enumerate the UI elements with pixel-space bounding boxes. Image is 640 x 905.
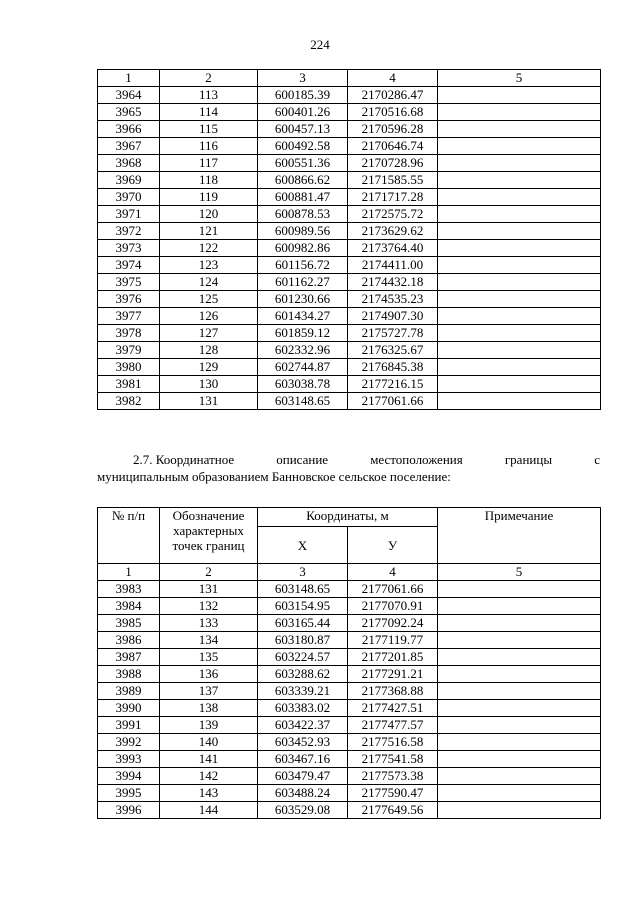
table-row xyxy=(98,683,601,700)
table-cell: 128 xyxy=(160,342,258,359)
table-cell: 603148.65 xyxy=(258,581,348,598)
table-cell: 116 xyxy=(160,138,258,155)
table-cell: 2174432.18 xyxy=(348,274,438,291)
table-cell: 600185.39 xyxy=(258,87,348,104)
table-cell: 603529.08 xyxy=(258,802,348,819)
table-cell: 2175727.78 xyxy=(348,325,438,342)
table-cell xyxy=(438,683,601,700)
table-cell: 140 xyxy=(160,734,258,751)
table-cell: 130 xyxy=(160,376,258,393)
table-cell: 136 xyxy=(160,666,258,683)
table-cell xyxy=(438,581,601,598)
table-cell: 3982 xyxy=(98,393,160,410)
header-y: У xyxy=(348,527,438,564)
table-row xyxy=(98,598,601,615)
table-cell: 601230.66 xyxy=(258,291,348,308)
table-row xyxy=(98,240,601,257)
table-cell: 3964 xyxy=(98,87,160,104)
table-cell: 601162.27 xyxy=(258,274,348,291)
table-cell: 139 xyxy=(160,717,258,734)
table-cell: 3969 xyxy=(98,172,160,189)
table-cell: 2177061.66 xyxy=(348,393,438,410)
table-cell: 2174535.23 xyxy=(348,291,438,308)
coordinates-table xyxy=(97,507,601,819)
table-cell: 600457.13 xyxy=(258,121,348,138)
table-row xyxy=(98,257,601,274)
table-cell: 2177201.85 xyxy=(348,649,438,666)
table-cell xyxy=(438,155,601,172)
table-cell xyxy=(438,700,601,717)
table-cell: 2170286.47 xyxy=(348,87,438,104)
table-row xyxy=(98,751,601,768)
table-cell: 2177368.88 xyxy=(348,683,438,700)
table-cell: 2171717.28 xyxy=(348,189,438,206)
header-num: № п/п xyxy=(98,508,160,564)
table-cell xyxy=(438,649,601,666)
table-row xyxy=(98,172,601,189)
col-num-1: 1 xyxy=(98,70,160,87)
header-designation: Обозначение характерных точек границ xyxy=(160,508,258,564)
table-cell xyxy=(438,666,601,683)
table-cell: 600866.62 xyxy=(258,172,348,189)
table-cell: 600401.26 xyxy=(258,104,348,121)
table-cell: 3978 xyxy=(98,325,160,342)
table-cell xyxy=(438,359,601,376)
table-cell xyxy=(438,325,601,342)
table-cell: 138 xyxy=(160,700,258,717)
table-cell: 3967 xyxy=(98,138,160,155)
table-cell: 3993 xyxy=(98,751,160,768)
table-cell: 603422.37 xyxy=(258,717,348,734)
col-num-3: 3 xyxy=(258,564,348,581)
table-cell: 3985 xyxy=(98,615,160,632)
table-cell xyxy=(438,308,601,325)
table-cell xyxy=(438,206,601,223)
table-cell: 602744.87 xyxy=(258,359,348,376)
table-cell: 603383.02 xyxy=(258,700,348,717)
table-cell: 600492.58 xyxy=(258,138,348,155)
table-cell: 2170516.68 xyxy=(348,104,438,121)
table-cell: 126 xyxy=(160,308,258,325)
page-number: 224 xyxy=(310,37,330,52)
table-cell: 600982.86 xyxy=(258,240,348,257)
table-row xyxy=(98,87,601,104)
col-num-4: 4 xyxy=(348,70,438,87)
table-row xyxy=(98,649,601,666)
header-note: Примечание xyxy=(438,508,601,564)
table-cell: 2176325.67 xyxy=(348,342,438,359)
table-cell xyxy=(438,734,601,751)
table-row xyxy=(98,734,601,751)
table-cell: 2177541.58 xyxy=(348,751,438,768)
table-cell: 3974 xyxy=(98,257,160,274)
table-row xyxy=(98,308,601,325)
table-cell: 3976 xyxy=(98,291,160,308)
table-cell xyxy=(438,393,601,410)
table-cell: 135 xyxy=(160,649,258,666)
section-heading xyxy=(97,451,600,485)
table-cell: 3980 xyxy=(98,359,160,376)
table-cell: 603452.93 xyxy=(258,734,348,751)
heading-word: с xyxy=(594,452,600,467)
table-cell: 2177061.66 xyxy=(348,581,438,598)
table-cell: 2177092.24 xyxy=(348,615,438,632)
table-cell: 2177291.21 xyxy=(348,666,438,683)
table-row xyxy=(98,359,601,376)
table-cell: 603180.87 xyxy=(258,632,348,649)
table-cell xyxy=(438,717,601,734)
heading-line-2: муниципальным образованием Банновское сельское поселение: xyxy=(97,469,451,484)
table-cell: 133 xyxy=(160,615,258,632)
table-cell: 3991 xyxy=(98,717,160,734)
table-cell: 3975 xyxy=(98,274,160,291)
col-num-5: 5 xyxy=(438,70,601,87)
table-cell xyxy=(438,342,601,359)
table-row xyxy=(98,138,601,155)
table-cell: 601859.12 xyxy=(258,325,348,342)
heading-word: местоположения xyxy=(370,452,463,467)
table-row xyxy=(98,155,601,172)
table-cell: 2177477.57 xyxy=(348,717,438,734)
table-cell: 3986 xyxy=(98,632,160,649)
table-cell xyxy=(438,223,601,240)
table-row xyxy=(98,717,601,734)
table-cell: 2177649.56 xyxy=(348,802,438,819)
table-cell xyxy=(438,189,601,206)
table-cell: 603488.24 xyxy=(258,785,348,802)
table-cell: 2177216.15 xyxy=(348,376,438,393)
table-row xyxy=(98,581,601,598)
table-row xyxy=(98,666,601,683)
table-cell: 125 xyxy=(160,291,258,308)
table-cell: 114 xyxy=(160,104,258,121)
table-cell: 2176845.38 xyxy=(348,359,438,376)
table-cell: 132 xyxy=(160,598,258,615)
table-cell xyxy=(438,768,601,785)
header-coordinates: Координаты, м xyxy=(258,508,438,527)
table-cell: 603288.62 xyxy=(258,666,348,683)
table-cell: 117 xyxy=(160,155,258,172)
table-cell xyxy=(438,785,601,802)
table-row xyxy=(98,785,601,802)
table-row xyxy=(98,376,601,393)
table-cell: 134 xyxy=(160,632,258,649)
table-cell: 119 xyxy=(160,189,258,206)
column-number-row xyxy=(98,70,601,87)
table-cell: 131 xyxy=(160,393,258,410)
table-cell: 603224.57 xyxy=(258,649,348,666)
col-num-4: 4 xyxy=(348,564,438,581)
col-num-2: 2 xyxy=(160,564,258,581)
table-cell: 3965 xyxy=(98,104,160,121)
table-cell: 143 xyxy=(160,785,258,802)
table-cell: 600878.53 xyxy=(258,206,348,223)
table-cell: 2172575.72 xyxy=(348,206,438,223)
table-cell xyxy=(438,121,601,138)
table-cell xyxy=(438,615,601,632)
table-cell: 603339.21 xyxy=(258,683,348,700)
table-cell xyxy=(438,802,601,819)
table-cell xyxy=(438,274,601,291)
table-cell: 601434.27 xyxy=(258,308,348,325)
table-cell: 120 xyxy=(160,206,258,223)
table-cell: 3968 xyxy=(98,155,160,172)
coordinates-table-continued xyxy=(97,69,601,410)
table-cell xyxy=(438,751,601,768)
table-cell: 3996 xyxy=(98,802,160,819)
table-cell: 3973 xyxy=(98,240,160,257)
table-cell: 144 xyxy=(160,802,258,819)
table-cell: 2177070.91 xyxy=(348,598,438,615)
table-cell: 603148.65 xyxy=(258,393,348,410)
table-cell: 3984 xyxy=(98,598,160,615)
table-cell xyxy=(438,598,601,615)
table-cell: 3977 xyxy=(98,308,160,325)
table-row xyxy=(98,700,601,717)
table-cell xyxy=(438,138,601,155)
table-cell: 3981 xyxy=(98,376,160,393)
heading-word: 2.7. Координатное xyxy=(133,452,235,467)
table-row xyxy=(98,325,601,342)
table-cell: 603165.44 xyxy=(258,615,348,632)
table-cell: 2173629.62 xyxy=(348,223,438,240)
table-cell: 2174907.30 xyxy=(348,308,438,325)
table-cell xyxy=(438,632,601,649)
col-num-3: 3 xyxy=(258,70,348,87)
header-x: Х xyxy=(258,527,348,564)
table-cell xyxy=(438,87,601,104)
table-row xyxy=(98,291,601,308)
table-cell: 600881.47 xyxy=(258,189,348,206)
table-row xyxy=(98,342,601,359)
table-cell: 2174411.00 xyxy=(348,257,438,274)
table-cell: 602332.96 xyxy=(258,342,348,359)
col-num-1: 1 xyxy=(98,564,160,581)
table-cell: 3988 xyxy=(98,666,160,683)
table-cell: 601156.72 xyxy=(258,257,348,274)
table-cell: 3992 xyxy=(98,734,160,751)
table-cell: 600551.36 xyxy=(258,155,348,172)
table-row xyxy=(98,632,601,649)
column-number-row xyxy=(98,564,601,581)
table-cell xyxy=(438,291,601,308)
table-row xyxy=(98,802,601,819)
table-row xyxy=(98,768,601,785)
table-cell: 3994 xyxy=(98,768,160,785)
table-cell: 141 xyxy=(160,751,258,768)
table-row xyxy=(98,274,601,291)
table-cell: 603479.47 xyxy=(258,768,348,785)
table-cell: 142 xyxy=(160,768,258,785)
table-cell: 2177573.38 xyxy=(348,768,438,785)
table-cell: 603467.16 xyxy=(258,751,348,768)
header-row xyxy=(98,508,601,527)
table-cell: 2170728.96 xyxy=(348,155,438,172)
table-cell: 118 xyxy=(160,172,258,189)
table-cell xyxy=(438,257,601,274)
table-cell: 3995 xyxy=(98,785,160,802)
table-cell xyxy=(438,376,601,393)
table-cell: 137 xyxy=(160,683,258,700)
table-row xyxy=(98,189,601,206)
table-cell: 2177119.77 xyxy=(348,632,438,649)
col-num-5: 5 xyxy=(438,564,601,581)
table-cell: 3972 xyxy=(98,223,160,240)
table-row xyxy=(98,104,601,121)
table-cell: 2177590.47 xyxy=(348,785,438,802)
table-cell: 2173764.40 xyxy=(348,240,438,257)
table-cell: 3970 xyxy=(98,189,160,206)
table-row xyxy=(98,393,601,410)
table-cell: 127 xyxy=(160,325,258,342)
table-cell: 131 xyxy=(160,581,258,598)
table-row xyxy=(98,223,601,240)
table-cell: 2177427.51 xyxy=(348,700,438,717)
table-cell xyxy=(438,240,601,257)
table-cell: 129 xyxy=(160,359,258,376)
table-cell: 3990 xyxy=(98,700,160,717)
table-cell xyxy=(438,104,601,121)
table-row xyxy=(98,121,601,138)
table-cell: 115 xyxy=(160,121,258,138)
table-row xyxy=(98,206,601,223)
table-row xyxy=(98,615,601,632)
table-cell: 121 xyxy=(160,223,258,240)
table-cell: 3989 xyxy=(98,683,160,700)
heading-word: описание xyxy=(276,452,329,467)
table-cell: 123 xyxy=(160,257,258,274)
table-cell: 2170596.28 xyxy=(348,121,438,138)
table-cell: 124 xyxy=(160,274,258,291)
table-cell: 603154.95 xyxy=(258,598,348,615)
table-cell xyxy=(438,172,601,189)
table-cell: 2171585.55 xyxy=(348,172,438,189)
heading-word: границы xyxy=(504,452,553,467)
table-cell: 2177516.58 xyxy=(348,734,438,751)
table-cell: 113 xyxy=(160,87,258,104)
table-cell: 600989.56 xyxy=(258,223,348,240)
table-cell: 3966 xyxy=(98,121,160,138)
table-cell: 603038.78 xyxy=(258,376,348,393)
table-cell: 122 xyxy=(160,240,258,257)
table-cell: 3983 xyxy=(98,581,160,598)
table-cell: 3987 xyxy=(98,649,160,666)
col-num-2: 2 xyxy=(160,70,258,87)
table-cell: 3971 xyxy=(98,206,160,223)
table-cell: 2170646.74 xyxy=(348,138,438,155)
table-cell: 3979 xyxy=(98,342,160,359)
